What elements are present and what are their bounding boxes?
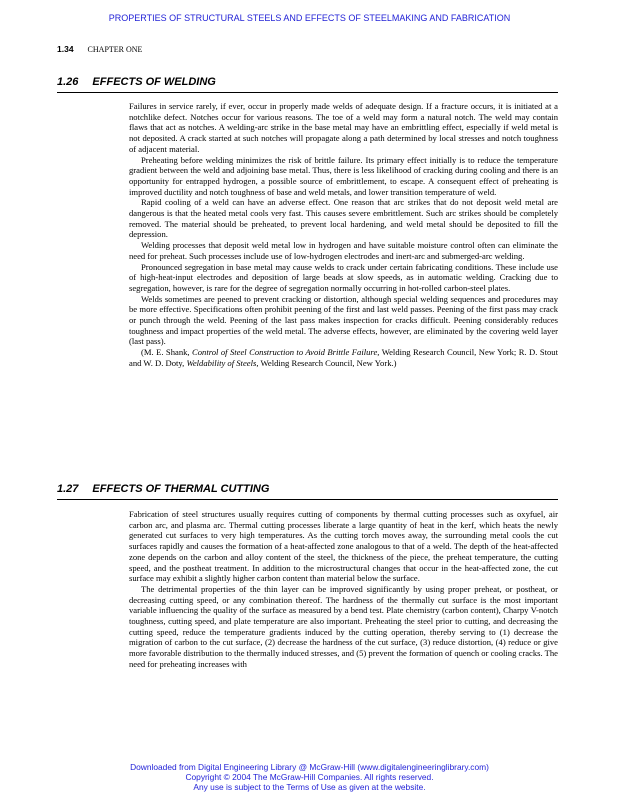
- reference-text: , Welding Research Council, New York; R. D. Stout and W. D. Doty,: [129, 347, 558, 368]
- section-heading-1-27: [57, 479, 558, 500]
- paragraph: Welding processes that deposit weld metal low in hydrogen and have suitable moisture control often can eliminate the need for preheat. Such processes include use of low-hydrogen electrodes and inert-arc and submerged-arc welding.: [129, 240, 558, 261]
- paragraph: Rapid cooling of a weld can have an adverse effect. One reason that arc strikes that do not deposit weld metal are dangerous is that the heated metal cools very fast. This causes severe embrittlement. Such arc strikes should be completely removed. The material should be preheated, to prevent local hardening, and weld metal should be deposited to fill the depression.: [129, 197, 558, 240]
- reference-text: , Welding Research Council, New York.): [256, 357, 397, 368]
- section-title: EFFECTS OF THERMAL CUTTING: [92, 483, 270, 495]
- download-footer: [0, 763, 619, 792]
- reference-title: Control of Steel Construction to Avoid Brittle Failure: [192, 347, 378, 358]
- paragraph: Fabrication of steel structures usually requires cutting of components by thermal cutting processes such as oxyfuel, air carbon arc, and plasma arc. Thermal cutting processes liberate a large quantity of heat in the kerf, which heats the newly generated cut surfaces to very high temperatures. As the cutting torch moves away, the surrounding metal cools the cut surfaces rapidly and causes the formation of a heat-affected zone analogous to that of a weld. The depth of the heat-affected zone depends on the carbon and alloy content of the steel, the thickness of the piece, the preheat temperature, the cutting speed, and the postheat treatment. In addition to the microstructural changes that occur in the heat-affected zone, the cut surface may exhibit a slightly higher carbon content than material below the surface.: [129, 509, 558, 584]
- page-number: 1.34: [57, 44, 74, 54]
- book-banner: PROPERTIES OF STRUCTURAL STEELS AND EFFECTS OF STEELMAKING AND FABRICATION: [108, 13, 511, 23]
- running-head: [57, 44, 142, 54]
- section-number: 1.26: [57, 76, 79, 88]
- paragraph: Welds sometimes are peened to prevent cracking or distortion, although special welding sequences and procedures may be more effective. Specifications often prohibit peening of the first and last weld passes. Peening of the first pass may crack or punch through the weld. Peening of the last pass makes inspection for cracks difficult. Peening considerably reduces toughness and impact properties of the weld metal. The adverse effects, however, are eliminated by the covering weld layer (last pass).: [129, 293, 558, 347]
- footer-terms-line[interactable]: Any use is subject to the Terms of Use as given at the website.: [193, 781, 426, 792]
- reference-title: Weldability of Steels: [186, 357, 257, 368]
- section-body-1-26: [129, 101, 558, 369]
- section-number: 1.27: [57, 483, 79, 495]
- references: [129, 347, 558, 368]
- paragraph: Preheating before welding minimizes the risk of brittle failure. Its primary effect initially is to reduce the temperature gradient between the weld and adjoining base metal. Thus, there is less likelihood of cracking during cooling and there is an opportunity for entrapped hydrogen, a possible source of embrittlement, to escape. A consequent effect of preheating is improved ductility and notch toughness of base and weld metals, and lower transition temperature of weld.: [129, 154, 558, 197]
- paragraph: The detrimental properties of the thin layer can be improved significantly by using proper preheat, or postheat, or decreasing cutting speed, or any combination thereof. The hardness of the thermally cut surface is the most important variable influencing the quality of the surface as measured by a bend test. Plate chemistry (carbon content), Charpy V-notch toughness, cutting speed, and plate temperature are also important. Preheating the steel prior to cutting, and decreasing the cutting speed, reduce the temperature gradients induced by the cutting operation, thereby serving to (1) decrease the migration of carbon to the cut surface, (2) decrease the hardness of the cut surface, (3) reduce distortion, (4) reduce or give more favorable distribution to the thermally induced stresses, and (5) prevent the formation of quench or cooling cracks. The need for preheating increases with: [129, 583, 558, 669]
- reference-text: (M. E. Shank,: [141, 347, 192, 358]
- section-title: EFFECTS OF WELDING: [92, 76, 216, 88]
- paragraph: Failures in service rarely, if ever, occur in properly made welds of adequate design. If a fracture occurs, it is initiated at a notchlike defect. Notches occur for various reasons. The toe of a weld may form a natural notch. The weld may contain flaws that act as notches. A welding-arc strike in the base metal may have an embrittling effect, especially if weld metal is not deposited. A crack started at such notches will propagate along a path determined by local stresses and notch toughness of adjacent material.: [129, 101, 558, 154]
- footer-download-line[interactable]: Downloaded from Digital Engineering Library @ McGraw-Hill (www.digitalengineeringlibrary.com): [130, 762, 489, 772]
- chapter-label: CHAPTER ONE: [87, 45, 143, 54]
- footer-copyright-line: Copyright © 2004 The McGraw-Hill Companies. All rights reserved.: [185, 771, 434, 782]
- paragraph: Pronounced segregation in base metal may cause welds to crack under certain fabricating conditions. These include use of high-heat-input electrodes and deposition of large beads at slow speeds, as in automatic welding. Cracking due to segregation, however, is rare for the degree of segregation normally occurring in hot-rolled carbon-steel plates.: [129, 261, 558, 293]
- section-heading-1-26: [57, 72, 558, 93]
- section-body-1-27: [129, 509, 558, 670]
